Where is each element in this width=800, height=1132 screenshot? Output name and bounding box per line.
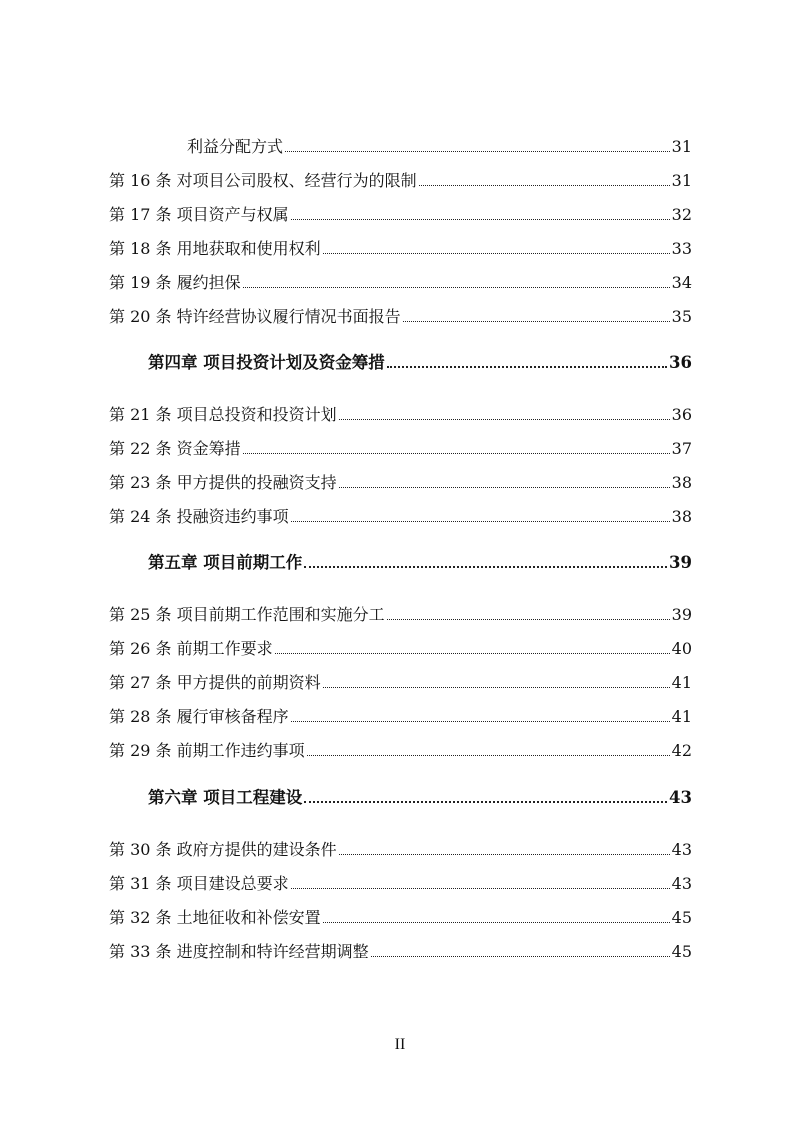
toc-entry-page: 31	[671, 171, 692, 190]
toc-entry-page: 33	[671, 239, 692, 258]
toc-dot-leader	[291, 219, 670, 220]
toc-chapter-entry[interactable]	[148, 353, 692, 373]
toc-dot-leader	[323, 253, 670, 254]
toc-entry[interactable]	[109, 307, 692, 327]
toc-entry-page: 36	[671, 405, 692, 424]
toc-dot-leader	[304, 801, 667, 803]
toc-dot-leader	[275, 653, 670, 654]
toc-entry[interactable]	[109, 473, 692, 493]
toc-entry-page: 40	[671, 639, 692, 658]
toc-entry[interactable]	[109, 673, 692, 693]
toc-entry[interactable]	[109, 171, 692, 191]
toc-dot-leader	[403, 321, 670, 322]
toc-entry-page: 37	[671, 439, 692, 458]
toc-entry-label: 第五章 项目前期工作	[148, 553, 303, 572]
toc-entry[interactable]	[187, 137, 692, 157]
toc-entry[interactable]	[109, 439, 692, 459]
toc-entry-label: 第 19 条 履约担保	[109, 273, 241, 292]
toc-entry-label: 第 30 条 政府方提供的建设条件	[109, 840, 337, 859]
toc-entry-page: 34	[671, 273, 692, 292]
toc-entry[interactable]	[109, 405, 692, 425]
toc-entry-label: 第 20 条 特许经营协议履行情况书面报告	[109, 307, 401, 326]
toc-entry[interactable]	[109, 639, 692, 659]
toc-dot-leader	[304, 566, 667, 568]
toc-entry-label: 第 29 条 前期工作违约事项	[109, 741, 305, 760]
toc-entry[interactable]	[109, 707, 692, 727]
toc-dot-leader	[387, 366, 667, 368]
toc-entry-label: 利益分配方式	[187, 137, 284, 156]
toc-entry-page: 43	[671, 874, 692, 893]
toc-entry-label: 第 23 条 甲方提供的投融资支持	[109, 473, 337, 492]
toc-entry-page: 39	[669, 553, 692, 572]
toc-dot-leader	[387, 619, 670, 620]
toc-entry-label: 第 21 条 项目总投资和投资计划	[109, 405, 337, 424]
toc-dot-leader	[339, 854, 670, 855]
toc-chapter-entry[interactable]	[148, 788, 692, 808]
toc-entry-label: 第 26 条 前期工作要求	[109, 639, 273, 658]
toc-entry-page: 43	[671, 840, 692, 859]
toc-entry[interactable]	[109, 741, 692, 761]
toc-entry-page: 38	[671, 473, 692, 492]
toc-entry-label: 第 22 条 资金筹措	[109, 439, 241, 458]
toc-entry-page: 39	[671, 605, 692, 624]
toc-entry-page: 35	[671, 307, 692, 326]
toc-entry-page: 43	[669, 788, 692, 807]
toc-entry[interactable]	[109, 605, 692, 625]
toc-entry-page: 38	[671, 507, 692, 526]
toc-entry-label: 第 18 条 用地获取和使用权利	[109, 239, 321, 258]
toc-dot-leader	[307, 755, 670, 756]
toc-entry-label: 第 17 条 项目资产与权属	[109, 205, 289, 224]
toc-dot-leader	[339, 487, 670, 488]
toc-dot-leader	[323, 922, 670, 923]
toc-entry[interactable]	[109, 507, 692, 527]
toc-entry[interactable]	[109, 840, 692, 860]
toc-entry[interactable]	[109, 942, 692, 962]
toc-entry[interactable]	[109, 273, 692, 293]
toc-entry-label: 第 16 条 对项目公司股权、经营行为的限制	[109, 171, 417, 190]
toc-entry-label: 第 25 条 项目前期工作范围和实施分工	[109, 605, 385, 624]
toc-dot-leader	[243, 287, 670, 288]
toc-entry[interactable]	[109, 239, 692, 259]
toc-entry[interactable]	[109, 874, 692, 894]
toc-dot-leader	[291, 721, 670, 722]
toc-entry-label: 第 33 条 进度控制和特许经营期调整	[109, 942, 369, 961]
toc-entry[interactable]	[109, 908, 692, 928]
page-number: II	[394, 1036, 406, 1053]
toc-dot-leader	[285, 151, 670, 152]
toc-dot-leader	[243, 453, 670, 454]
toc-entry-page: 45	[671, 908, 692, 927]
toc-entry-label: 第六章 项目工程建设	[148, 788, 303, 807]
toc-dot-leader	[291, 521, 670, 522]
toc-entry-label: 第 31 条 项目建设总要求	[109, 874, 289, 893]
toc-entry-page: 31	[671, 137, 692, 156]
toc-entry-label: 第 24 条 投融资违约事项	[109, 507, 289, 526]
toc-chapter-entry[interactable]	[148, 553, 692, 573]
toc-entry-page: 41	[671, 673, 692, 692]
toc-entry-page: 45	[671, 942, 692, 961]
toc-entry-label: 第 32 条 土地征收和补偿安置	[109, 908, 321, 927]
toc-entry-page: 32	[671, 205, 692, 224]
toc-entry-page: 42	[671, 741, 692, 760]
toc-entry-page: 36	[669, 353, 692, 372]
toc-entry-label: 第 27 条 甲方提供的前期资料	[109, 673, 321, 692]
toc-dot-leader	[339, 419, 670, 420]
toc-entry[interactable]	[109, 205, 692, 225]
toc-dot-leader	[419, 185, 670, 186]
toc-dot-leader	[323, 687, 670, 688]
toc-entry-label: 第四章 项目投资计划及资金筹措	[148, 353, 385, 372]
toc-entry-page: 41	[671, 707, 692, 726]
toc-dot-leader	[371, 956, 670, 957]
toc-entry-label: 第 28 条 履行审核备程序	[109, 707, 289, 726]
toc-dot-leader	[291, 888, 670, 889]
